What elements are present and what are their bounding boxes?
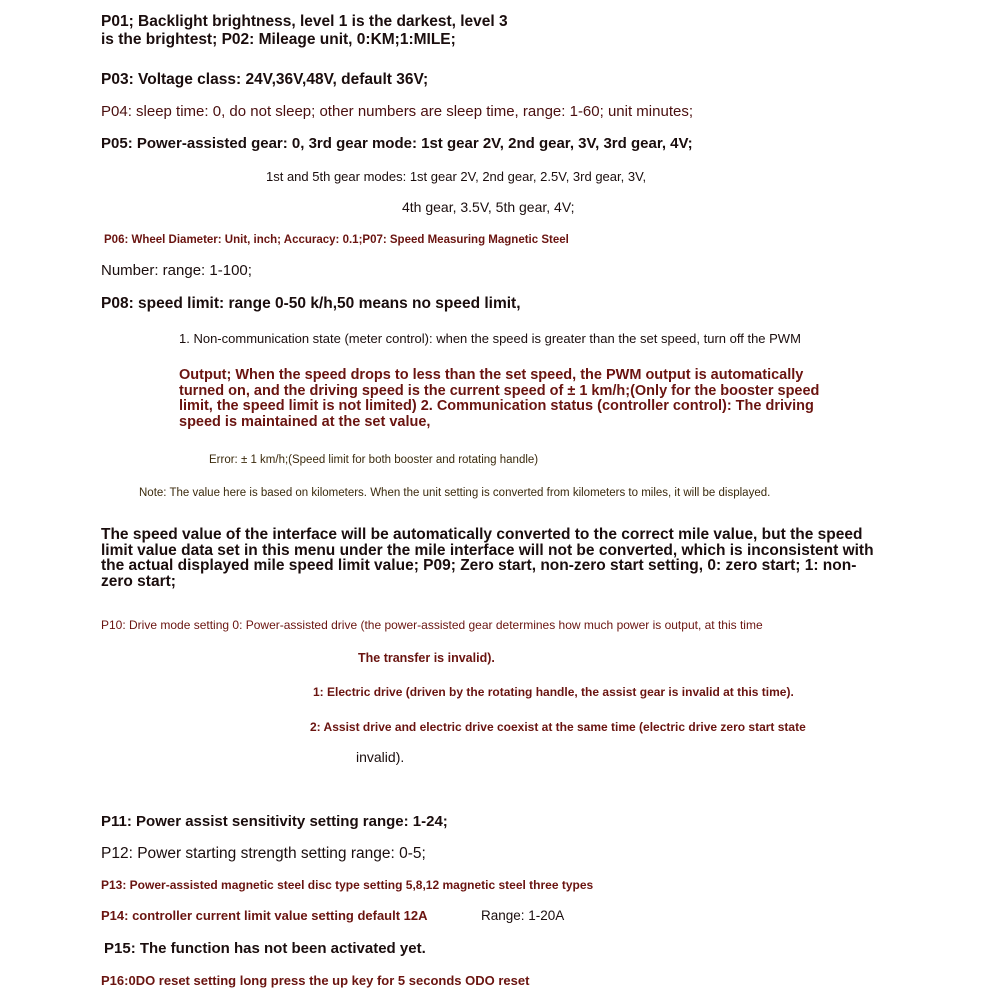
- p12-text: P12: Power starting strength setting range: 0-5;: [101, 845, 426, 862]
- p16-text: P16:0DO reset setting long press the up key for 5 seconds ODO reset: [101, 973, 530, 988]
- p01-p02-text: [101, 13, 508, 49]
- p10-coexist-text: 2: Assist drive and electric drive coexist at the same time (electric drive zero start state: [310, 720, 806, 734]
- mile-conversion-paragraph: [101, 527, 874, 589]
- p08-output-line-1: Output; When the speed drops to less than the set speed, the PWM output is automatically: [179, 367, 804, 383]
- p10-electric-drive-text: 1: Electric drive (driven by the rotating handle, the assist gear is invalid at this time).: [313, 685, 794, 699]
- p04-text: P04: sleep time: 0, do not sleep; other numbers are sleep time, range: 1-60; unit minutes;: [101, 103, 693, 120]
- p07-number-text: Number: range: 1-100;: [101, 262, 252, 279]
- conversion-line-3: the actual displayed mile speed limit value; P09; Zero start, non-zero start setting, 0: zero start; 1: non-: [101, 557, 857, 574]
- p10-text: P10: Drive mode setting 0: Power-assisted drive (the power-assisted gear determines how much power is output, at this time: [101, 618, 763, 632]
- p01-line-2: is the brightest; P02: Mileage unit, 0:KM;1:MILE;: [101, 31, 456, 48]
- p10-invalid-text: invalid).: [356, 749, 405, 765]
- p05-five-gear-text-2: 4th gear, 3.5V, 5th gear, 4V;: [402, 199, 575, 215]
- conversion-line-2: limit value data set in this menu under the mile interface will not be converted, which is inconsistent with: [101, 541, 874, 559]
- p14-text: P14: controller current limit value setting default 12A: [101, 908, 428, 923]
- p08-output-line-2: turned on, and the driving speed is the current speed of ± 1 km/h;(Only for the booster speed: [179, 382, 820, 399]
- conversion-line-1: The speed value of the interface will be automatically converted to the correct mile value, but the speed: [101, 526, 863, 543]
- conversion-line-4: zero start;: [101, 572, 176, 590]
- p15-text: P15: The function has not been activated yet.: [104, 940, 426, 957]
- p08-output-line-3: limit, the speed limit is not limited) 2. Communication status (controller control): The driving: [179, 398, 814, 414]
- p08-text: P08: speed limit: range 0-50 k/h,50 means no speed limit,: [101, 295, 521, 312]
- p01-line-1: P01; Backlight brightness, level 1 is the darkest, level 3: [101, 13, 508, 30]
- p03-text: P03: Voltage class: 24V,36V,48V, default 36V;: [101, 71, 429, 88]
- p05-five-gear-text: 1st and 5th gear modes: 1st gear 2V, 2nd gear, 2.5V, 3rd gear, 3V,: [266, 169, 647, 184]
- p11-text: P11: Power assist sensitivity setting range: 1-24;: [101, 813, 448, 830]
- p05-text: P05: Power-assisted gear: 0, 3rd gear mode: 1st gear 2V, 2nd gear, 3V, 3rd gear, 4V;: [101, 135, 693, 152]
- p08-output-line-4: speed is maintained at the set value,: [179, 413, 431, 430]
- p10-transfer-text: The transfer is invalid).: [358, 651, 495, 665]
- p06-p07-text: P06: Wheel Diameter: Unit, inch; Accuracy: 0.1;P07: Speed Measuring Magnetic Steel: [104, 234, 569, 246]
- p08-output-paragraph: [179, 368, 819, 430]
- unit-note-text: Note: The value here is based on kilometers. When the unit setting is converted from kilometers to miles, it will be displayed.: [139, 487, 771, 499]
- p08-non-communication-text: 1. Non-communication state (meter control): when the speed is greater than the set speed, turn off the PWM: [179, 331, 801, 346]
- p14-range-text: Range: 1-20A: [481, 908, 565, 923]
- p13-text: P13: Power-assisted magnetic steel disc type setting 5,8,12 magnetic steel three types: [101, 878, 594, 892]
- p08-error-text: Error: ± 1 km/h;(Speed limit for both booster and rotating handle): [209, 454, 539, 466]
